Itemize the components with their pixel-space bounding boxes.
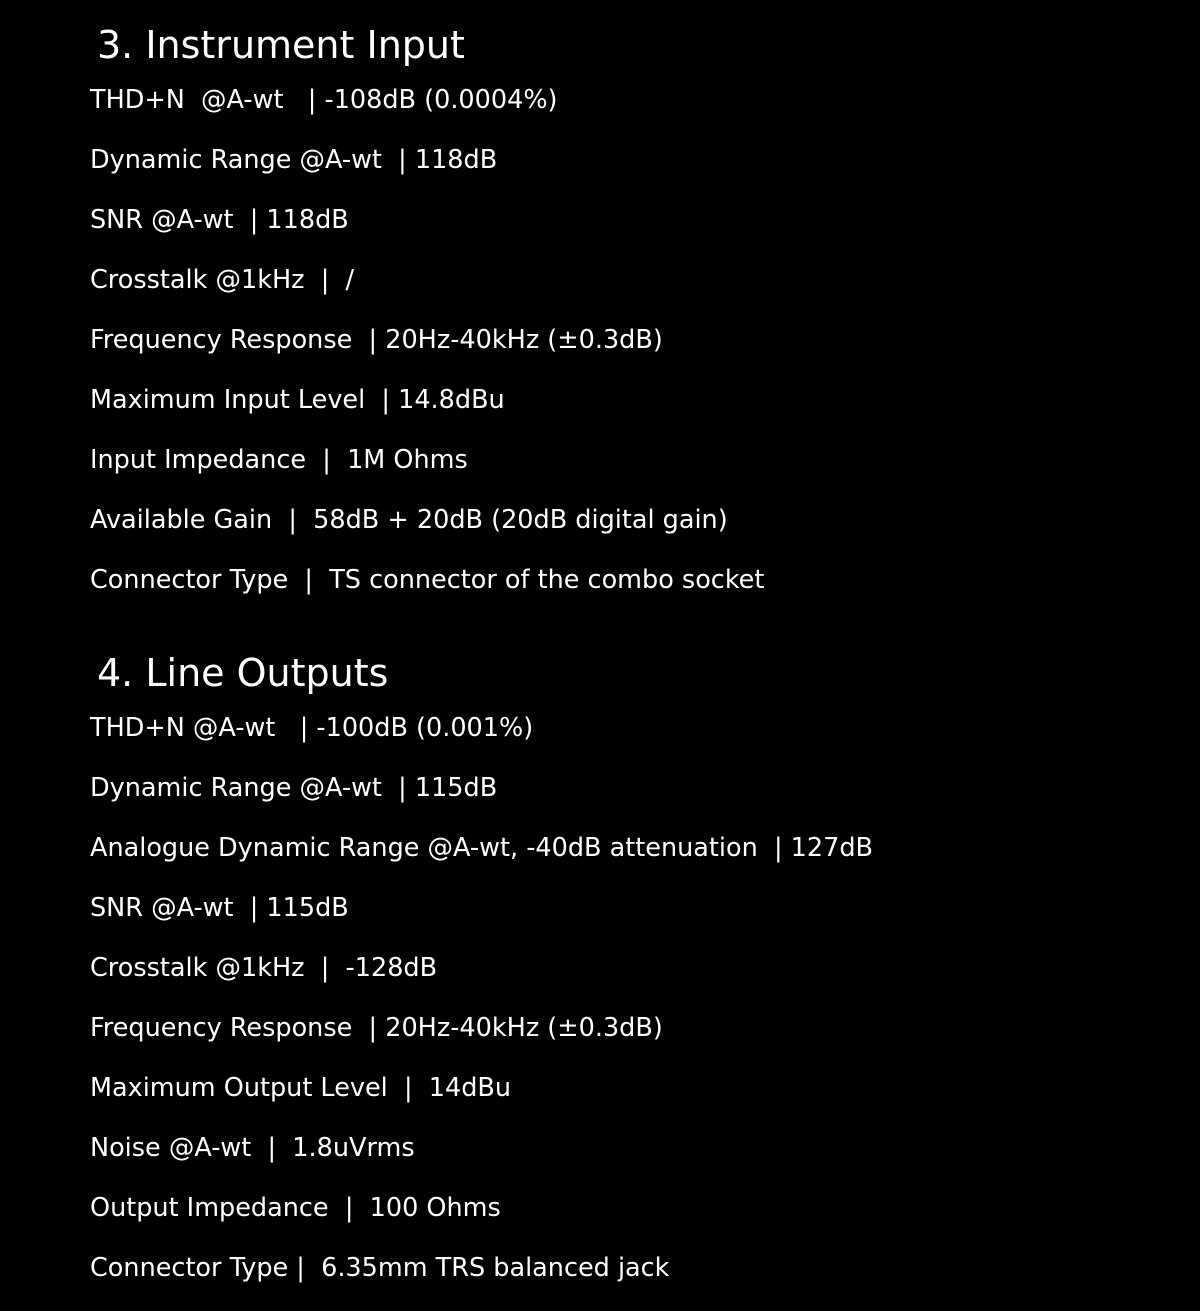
spec-list: [90, 706, 873, 1306]
spec-output-impedance: Output Impedance | 100 Ohms: [90, 1193, 501, 1223]
section-title: 4. Line Outputs: [97, 651, 389, 695]
section-title: 3. Instrument Input: [97, 23, 465, 67]
spec-frequency-response: Frequency Response | 20Hz-40kHz (±0.3dB): [90, 1013, 663, 1043]
spec-noise: Noise @A-wt | 1.8uVrms: [90, 1133, 415, 1163]
spec-frequency-response: Frequency Response | 20Hz-40kHz (±0.3dB): [90, 325, 663, 355]
spec-list: [90, 78, 764, 618]
spec-crosstalk: Crosstalk @1kHz | /: [90, 265, 355, 295]
spec-available-gain: Available Gain | 58dB + 20dB (20dB digital gain): [90, 505, 728, 535]
spec-analogue-dynamic-range: Analogue Dynamic Range @A-wt, -40dB attenuation | 127dB: [90, 833, 874, 863]
spec-snr: SNR @A-wt | 115dB: [90, 893, 349, 923]
spec-snr: SNR @A-wt | 118dB: [90, 205, 349, 235]
spec-max-input-level: Maximum Input Level | 14.8dBu: [90, 385, 505, 415]
spec-thdn: THD+N @A-wt | -108dB (0.0004%): [90, 85, 558, 115]
spec-input-impedance: Input Impedance | 1M Ohms: [90, 445, 468, 475]
spec-connector-type: Connector Type | TS connector of the combo socket: [90, 565, 765, 595]
spec-dynamic-range: Dynamic Range @A-wt | 115dB: [90, 773, 498, 803]
spec-crosstalk: Crosstalk @1kHz | -128dB: [90, 953, 438, 983]
spec-connector-type: Connector Type | 6.35mm TRS balanced jack: [90, 1253, 670, 1283]
spec-max-output-level: Maximum Output Level | 14dBu: [90, 1073, 512, 1103]
spec-thdn: THD+N @A-wt | -100dB (0.001%): [90, 713, 534, 743]
spec-dynamic-range: Dynamic Range @A-wt | 118dB: [90, 145, 498, 175]
